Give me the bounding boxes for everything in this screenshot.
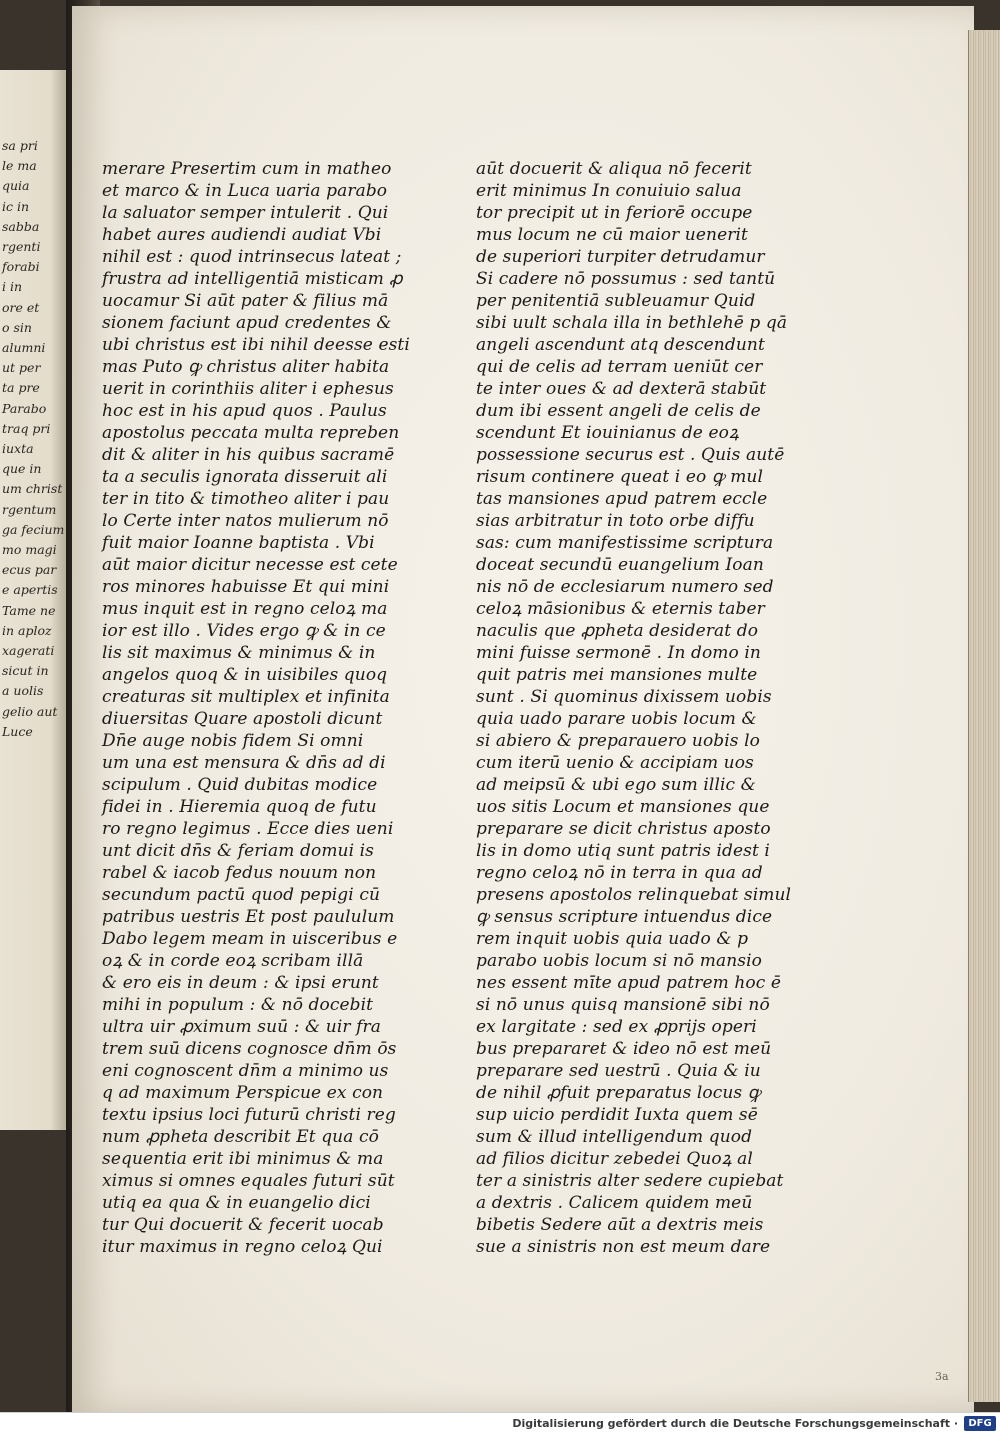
facing-page-line: sabba — [2, 218, 40, 234]
text-line: te inter oues & ad dexterā stabūt — [476, 379, 767, 399]
text-line: Si cadere nō possumus : sed tantū — [476, 269, 776, 289]
text-line: nihil est : quod intrinsecus lateat ; — [102, 247, 402, 267]
text-line: ta a seculis ignorata disseruit ali — [102, 467, 388, 487]
facing-page-line: alumni — [2, 340, 46, 356]
text-line: ex largitate : sed ex ꝓprijs operi — [476, 1017, 757, 1037]
facing-page-line: mo magi — [2, 542, 57, 558]
text-line: preparare sed uestrū . Quia & iu — [476, 1061, 761, 1081]
facing-page-line: forabi — [2, 259, 40, 275]
text-line: sequentia erit ibi minimus & ma — [102, 1149, 384, 1169]
text-line: naculis que ꝓpheta desiderat do — [476, 621, 759, 641]
text-line: lis sit maximus & minimus & in — [102, 643, 376, 663]
text-line: ultra uir ꝓximum suū : & uir fra — [102, 1017, 381, 1037]
facing-page-line: sicut in — [2, 663, 49, 679]
text-line: angelos quoq & in uisibiles quoq — [102, 665, 388, 685]
facing-page-line: traq pri — [2, 420, 51, 436]
text-line: ros minores habuisse Et qui mini — [102, 577, 390, 597]
text-line: presens apostolos relinquebat simul — [476, 885, 792, 905]
text-line: si nō unus quisq mansionē sibi nō — [476, 995, 770, 1015]
text-line: tur Qui docuerit & fecerit uocab — [102, 1215, 384, 1235]
text-line: mus locum ne cū maior uenerit — [476, 225, 748, 245]
text-line: hoc est in his apud quos . Paulus — [102, 401, 387, 421]
text-line: sibi uult schala illa in bethlehē p qā — [476, 313, 788, 333]
text-line: merare Presertim cum in matheo — [102, 159, 392, 179]
text-line: uerit in corinthiis aliter i ephesus — [102, 379, 394, 399]
text-line: preparare se dicit christus aposto — [476, 819, 771, 839]
text-line: num ꝓpheta describit Et qua cō — [102, 1127, 379, 1147]
text-line: risum continere queat i eo ꝙ mul — [476, 467, 764, 487]
text-line: mas Puto ꝙ christus aliter habita — [102, 357, 390, 377]
text-line: ter in tito & timotheo aliter i pau — [102, 489, 390, 509]
text-line: trem suū dicens cognosce dn̄m ōs — [102, 1039, 397, 1059]
text-line: qui de celis ad terram ueniūt cer — [476, 357, 763, 377]
facing-page-line: um christ — [2, 481, 63, 497]
text-line: fuit maior Ioanne baptista . Vbi — [102, 533, 375, 553]
text-line: et marco & in Luca uaria parabo — [102, 181, 388, 201]
facing-page-line: ta pre — [2, 380, 40, 396]
text-line: ro regno legimus . Ecce dies ueni — [102, 819, 394, 839]
facing-page-line: Tame ne — [2, 602, 56, 618]
text-line: q ad maximum Perspicue ex con — [102, 1083, 384, 1103]
text-line: de superiori turpiter detrudamur — [476, 247, 765, 267]
text-column-left — [102, 158, 410, 1258]
text-line: habet aures audiendi audiat Vbi — [102, 225, 382, 245]
text-line: diuersitas Quare apostoli dicunt — [102, 709, 383, 729]
text-line: doceat secundū euangelium Ioan — [476, 555, 764, 575]
text-line: ubi christus est ibi nihil deesse esti — [102, 335, 410, 355]
text-line: rem inquit uobis quia uado & p — [476, 929, 749, 949]
text-line: nis nō de ecclesiarum numero sed — [476, 577, 774, 597]
page-edges — [968, 30, 1000, 1402]
text-line: Dn̄e auge nobis fidem Si omni — [102, 731, 364, 751]
text-line: sum & illud intelligendum quod — [476, 1127, 753, 1147]
facing-page-edge — [0, 70, 72, 1130]
text-line: uos sitis Locum et mansiones que — [476, 797, 770, 817]
text-line: apostolus peccata multa repreben — [102, 423, 400, 443]
text-line: per penitentiā subleuamur Quid — [476, 291, 756, 311]
facing-page-line: i in — [2, 279, 23, 295]
footer-bar — [0, 1412, 1000, 1435]
facing-page-line: gelio aut — [2, 703, 58, 719]
text-line: lis in domo utiq sunt patris idest i — [476, 841, 770, 861]
text-line: ad filios dicitur zebedei Quoꝝ al — [476, 1149, 753, 1169]
facing-page-line: rgenti — [2, 239, 41, 255]
facing-page-line: ore et — [2, 299, 40, 315]
text-column-right — [476, 158, 792, 1258]
text-line: ior est illo . Vides ergo ꝙ & in ce — [102, 621, 386, 641]
text-line: textu ipsius loci futurū christi reg — [102, 1105, 396, 1125]
text-line: nes essent mīte apud patrem hoc ē — [476, 973, 782, 993]
text-line: Dabo legem meam in uisceribus e — [102, 929, 398, 949]
text-line: sup uicio perdidit Iuxta quem sē — [476, 1105, 758, 1125]
text-line: mihi in populum : & nō docebit — [102, 995, 374, 1015]
text-line: aūt docuerit & aliqua nō fecerit — [476, 159, 752, 179]
dfg-logo: DFG — [964, 1416, 996, 1431]
text-line: sionem faciunt apud credentes & — [102, 313, 392, 333]
facing-page-line: sa pri — [2, 138, 38, 153]
text-line: scendunt Et iouinianus de eoꝝ — [476, 423, 739, 443]
facing-page-line: xagerati — [2, 643, 55, 659]
text-line: sunt . Si quominus dixissem uobis — [476, 687, 772, 707]
text-line: itur maximus in regno celoꝝ Qui — [102, 1237, 383, 1257]
text-line: oꝝ & in corde eoꝝ scribam illā — [102, 951, 364, 971]
facing-page-text — [0, 136, 72, 742]
text-line: ad meipsū & ubi ego sum illic & — [476, 775, 756, 795]
facing-page-line: ecus par — [2, 562, 57, 578]
text-line: um una est mensura & dn̄s ad di — [102, 753, 386, 773]
text-line: a dextris . Calicem quidem meū — [476, 1193, 753, 1213]
text-line: angeli ascendunt atq descendunt — [476, 335, 765, 355]
text-line: regno celoꝝ nō in terra in qua ad — [476, 863, 763, 883]
text-line: ximus si omnes equales futuri sūt — [102, 1171, 395, 1191]
facing-page-line: ic in — [2, 198, 30, 214]
text-line: tas mansiones apud patrem eccle — [476, 489, 768, 509]
facing-page-line: quia — [2, 178, 30, 194]
text-line: mus inquit est in regno celoꝝ ma — [102, 599, 388, 619]
funding-credit: Digitalisierung gefördert durch die Deutsche Forschungsgemeinschaft · — [512, 1417, 958, 1430]
text-line: dum ibi essent angeli de celis de — [476, 401, 761, 421]
facing-page-line: que in — [2, 461, 42, 477]
text-line: dit & aliter in his quibus sacramē — [102, 445, 395, 465]
facing-page-line: ga fecium — [2, 521, 65, 537]
text-line: uocamur Si aūt pater & filius mā — [102, 291, 389, 311]
text-line: sas: cum manifestissime scriptura — [476, 533, 774, 553]
text-line: frustra ad intelligentiā misticam ꝓ — [102, 269, 403, 289]
corner-mark: 3a — [935, 1370, 949, 1383]
text-line: parabo uobis locum si nō mansio — [476, 951, 762, 971]
text-line: aūt maior dicitur necesse est cete — [102, 555, 398, 575]
text-line: fidei in . Hieremia quoq de futu — [102, 797, 377, 817]
text-line: creaturas sit multiplex et infinita — [102, 687, 390, 707]
text-line: la saluator semper intulerit . Qui — [102, 203, 389, 223]
text-line: cum iterū uenio & accipiam uos — [476, 753, 754, 773]
facing-page-line: Luce — [2, 723, 33, 739]
text-line: tor precipit ut in feriorē occupe — [476, 203, 753, 223]
text-line: mini fuisse sermonē . In domo in — [476, 643, 761, 663]
facing-page-line: ut per — [2, 360, 41, 376]
text-line: erit minimus In conuiuio salua — [476, 181, 742, 201]
facing-page-line: e apertis — [2, 582, 58, 598]
facing-page-line: in aploz — [2, 622, 52, 638]
facing-page-line: iuxta — [2, 441, 34, 457]
facing-page-line: rgentum — [2, 501, 57, 517]
facing-page-line: a uolis — [2, 683, 44, 699]
text-line: lo Certe inter natos mulierum nō — [102, 511, 389, 531]
facing-page-line: Parabo — [2, 400, 47, 416]
text-line: ꝙ sensus scripture intuendus dice — [476, 907, 773, 927]
text-line: quit patris mei mansiones multe — [476, 665, 758, 685]
text-line: bus prepararet & ideo nō est meū — [476, 1039, 772, 1059]
text-line: scipulum . Quid dubitas modice — [102, 775, 378, 795]
facing-page-line: le ma — [2, 158, 37, 174]
text-line: & ero eis in deum : & ipsi erunt — [102, 973, 379, 993]
text-line: possessione securus est . Quis autē — [476, 445, 785, 465]
text-line: quia uado parare uobis locum & — [476, 709, 757, 729]
text-line: de nihil ꝓfuit preparatus locus ꝙ — [476, 1083, 761, 1103]
text-line: eni cognoscent dn̄m a minimo us — [102, 1061, 389, 1081]
text-line: celoꝝ māsionibus & eternis taber — [476, 599, 765, 619]
text-line: sias arbitratur in toto orbe diffu — [476, 511, 755, 531]
text-line: secundum pactū quod pepigi cū — [102, 885, 380, 905]
text-line: sue a sinistris non est meum dare — [476, 1237, 771, 1257]
facing-page-line: o sin — [2, 319, 32, 335]
text-line: patribus uestris Et post paululum — [102, 907, 395, 927]
text-line: unt dicit dn̄s & feriam domui is — [102, 841, 375, 861]
text-line: bibetis Sedere aūt a dextris meis — [476, 1215, 764, 1235]
text-line: si abiero & preparauero uobis lo — [476, 731, 761, 751]
text-line: utiq ea qua & in euangelio dici — [102, 1193, 371, 1213]
text-line: ter a sinistris alter sedere cupiebat — [476, 1171, 784, 1191]
text-line: rabel & iacob fedus nouum non — [102, 863, 377, 883]
